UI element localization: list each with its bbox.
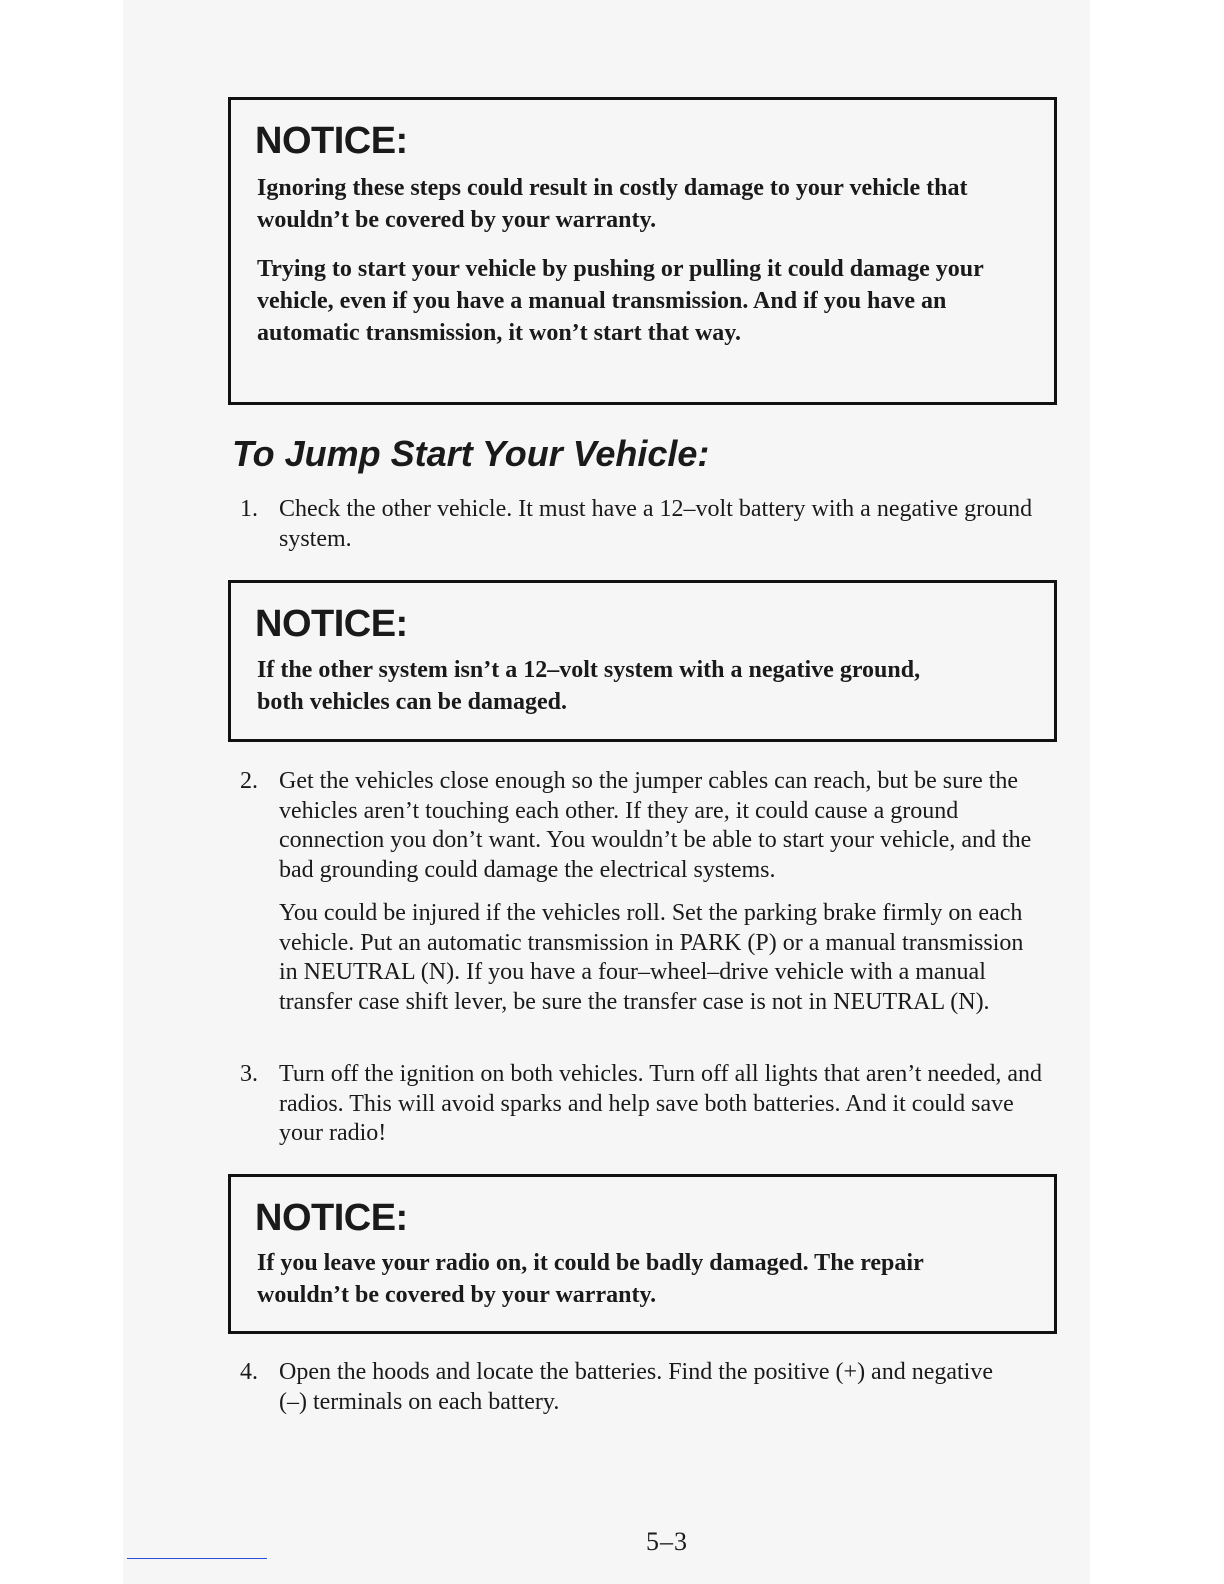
list-item-text: Open the hoods and locate the batteries. Find the positive (+) and negative (–) terminals on each battery. bbox=[279, 1359, 993, 1415]
footer-rule bbox=[127, 1558, 267, 1559]
list-item-number: 4. bbox=[240, 1359, 258, 1385]
list-item-number: 3. bbox=[240, 1061, 258, 1087]
section-heading: To Jump Start Your Vehicle: bbox=[232, 433, 710, 474]
list-item-text: Check the other vehicle. It must have a 12–volt battery with a negative ground system. bbox=[279, 496, 1033, 552]
notice-title: NOTICE: bbox=[255, 603, 408, 645]
notice-text: If you leave your radio on, it could be badly damaged. The repair wouldn’t be covered by your warranty. bbox=[257, 1250, 924, 1308]
notice-title: NOTICE: bbox=[255, 1197, 408, 1239]
step-paragraph: You could be injured if the vehicles roll. Set the parking brake firmly on each vehicle. Put an automatic transmission in PARK (P) or a manual transmission in NEUTRAL (N). If you have a four–wheel–drive vehicle with a manual transfer case shift lever, be sure the transfer case is not in NEUTRAL (N). bbox=[279, 900, 1024, 1015]
notice-text: Ignoring these steps could result in costly damage to your vehicle that wouldn’t be covered by your warranty. bbox=[257, 175, 968, 233]
notice-title: NOTICE: bbox=[255, 120, 408, 162]
notice-text: Trying to start your vehicle by pushing or pulling it could damage your vehicle, even if you have a manual transmission. And if you have an automatic transmission, it won’t start that way. bbox=[257, 256, 984, 346]
list-item-text: Get the vehicles close enough so the jumper cables can reach, but be sure the vehicles aren’t touching each other. If they are, it could cause a ground connection you don’t want. You wouldn’t be able to start your vehicle, and the bad grounding could damage the electrical systems. bbox=[279, 768, 1032, 883]
notice-box-warranty bbox=[228, 97, 1057, 405]
notice-box-ground bbox=[228, 580, 1057, 742]
notice-box-radio bbox=[228, 1174, 1057, 1334]
notice-text: If the other system isn’t a 12–volt system with a negative ground, both vehicles can be damaged. bbox=[257, 657, 921, 715]
list-item-text: Turn off the ignition on both vehicles. Turn off all lights that aren’t needed, and radios. This will avoid sparks and help save both batteries. And it could save your radio! bbox=[279, 1061, 1043, 1146]
list-item-number: 1. bbox=[240, 496, 258, 522]
page-number: 5–3 bbox=[646, 1527, 688, 1556]
list-item-number: 2. bbox=[240, 768, 258, 794]
